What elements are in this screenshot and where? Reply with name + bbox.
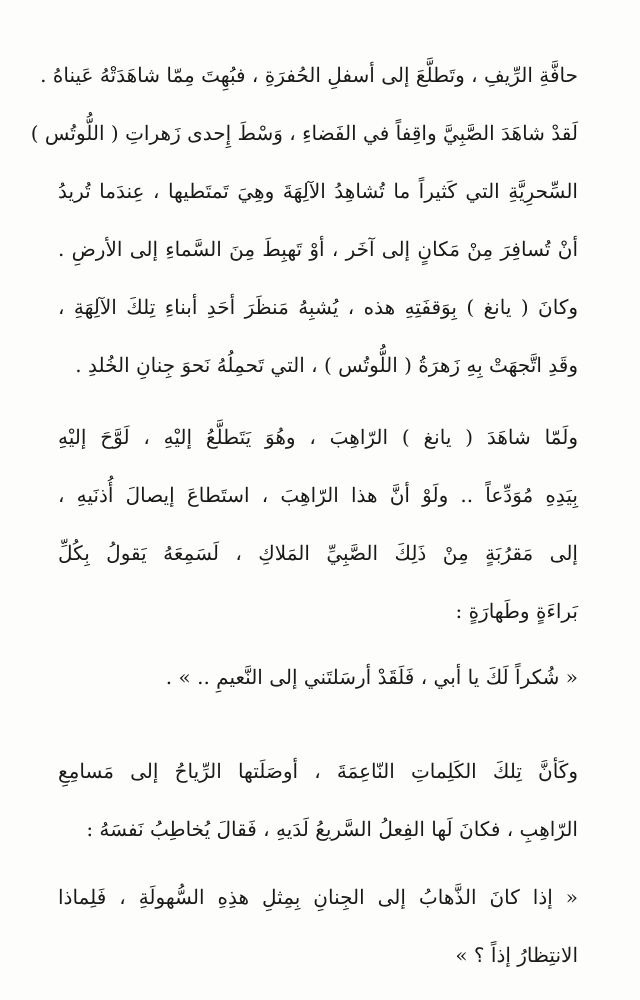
text-line: ولَمّا شاهَدَ ( يانغ ) الرّاهِبَ ، وهُوَ يَتَطلَّعُ إليْهِ ، لَوَّحَ إليْهِ: [58, 425, 578, 449]
paragraph-monk-hears: [58, 742, 578, 858]
text-line: إلى مَقرُبَةٍ مِنْ ذَلِكَ الصَّبِيِّ المَلاكِ ، لَسَمِعَهُ يَقولُ بِكُلِّ: [58, 541, 578, 565]
text-line: الرّاهِبِ ، فكانَ لَها الفِعلُ السَّريعُ لَدَيهِ ، فَقالَ يُخاطِبُ نَفسَهُ :: [86, 817, 578, 841]
text-line: وكانَ ( يانغ ) بِوَقفَتِهِ هذه ، يُشبِهُ مَنظَرَ أحَدِ أبناءِ تِلكَ الآلِهَةِ ،: [58, 295, 578, 319]
text-line: وكَأنَّ تِلكَ الكَلِماتِ النّاعِمَةَ ، أوصَلَتها الرِّياحُ إلى مَسامِعِ: [58, 759, 578, 783]
text-line: « إذا كانَ الذَّهابُ إلى الجِنانِ بِمِثلِ هذِهِ السُّهولَةِ ، فَلِماذا: [58, 885, 578, 909]
text-line: بَراءَةٍ وطَهارَةٍ :: [455, 599, 578, 623]
text-line: السِّحرِيَّةِ التي كَثيراً ما تُشاهِدُ الآلِهَةَ وهِيَ تَمتَطيها ، عِندَما تُريدُ: [58, 179, 578, 203]
quote-monk: [58, 868, 578, 984]
text-line: حافَّةِ الرِّيفِ ، وتَطلَّعَ إلى أسفلِ الحُفرَةِ ، فبُهِتَ مِمّا شاهَدَتْهُ عَيناهُ .: [40, 63, 578, 87]
text-line: الانتِظارُ إذاً ؟ »: [455, 943, 578, 967]
text-line: بِيَدِهِ مُوَدِّعاً .. ولَوْ أنَّ هذا الرّاهِبَ ، استَطاعَ إيصالَ أُذنَيهِ ،: [58, 483, 578, 507]
text-line: أنْ تُسافِرَ مِنْ مَكانٍ إلى آخَر ، أوْ تَهبِطَ مِنَ السَّماءِ إلى الأرضِ .: [58, 237, 578, 261]
quote-boy: [58, 648, 578, 706]
paragraph-boy-waves: [58, 408, 578, 640]
text-line: لَقدْ شاهَدَ الصَّبِيَّ واقِفاً في الفَضاءِ ، وَسْطَ إِحدى زَهراتِ ( اللُّوتُس ): [30, 121, 578, 145]
text-line: وقَدِ اتَّجهَتْ بِهِ زَهرَةُ ( اللُّوتُس ) ، التي تَحمِلُهُ نَحوَ جِنانِ الخُلدِ .: [75, 353, 578, 377]
text-line: « شُكراً لَكَ يا أبي ، فَلَقَدْ أرسَلتَني إلى النَّعيمِ .. » .: [165, 665, 578, 689]
paragraph-lotus-scene: [30, 46, 578, 394]
